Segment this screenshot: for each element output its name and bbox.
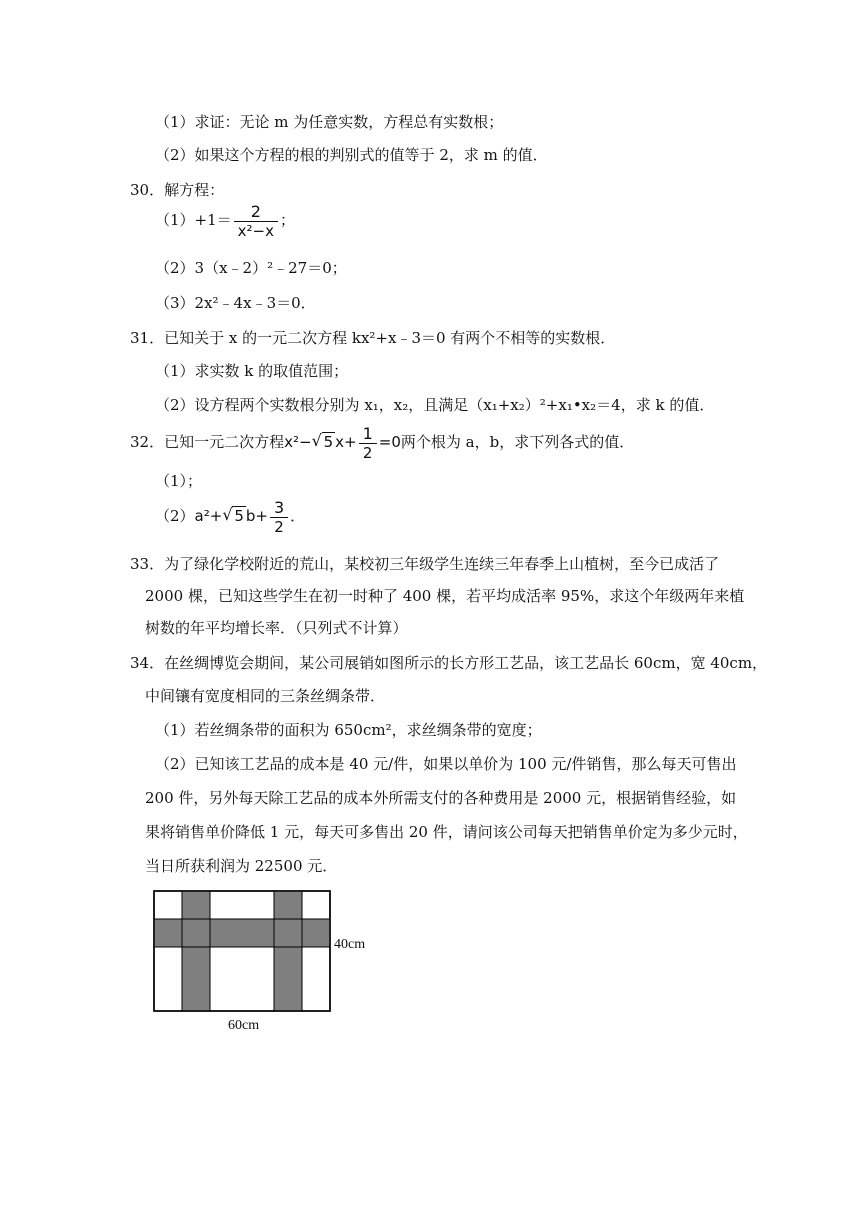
q32-equation-numerator: 1	[362, 423, 373, 443]
q32-prefix: 32．已知一元二次方程	[130, 433, 285, 451]
q34-line2: 中间镶有宽度相同的三条丝绸条带．	[145, 687, 386, 705]
q30-part2: （2）3（x﹣2）²﹣27＝0；	[155, 259, 347, 277]
q34-part2-line4: 当日所获利润为 22500 元．	[145, 857, 338, 875]
q32-equation-a: x²−	[284, 433, 312, 451]
q32-equation-denominator: 2	[359, 443, 377, 462]
q34-part2-line3: 果将销售单价降低 1 元，每天可多售出 20 件，请问该公司每天把销售单价定为多少元时，	[145, 823, 748, 841]
q34-part1: （1）若丝绸条带的面积为 650cm²，求丝绸条带的宽度；	[155, 721, 542, 739]
horizontal-silk-band	[154, 919, 330, 947]
q32-part1: （1）；	[155, 472, 203, 490]
q32-part2-numerator: 3	[273, 497, 285, 517]
q31-part1: （1）求实数 k 的取值范围；	[155, 362, 349, 380]
q32-part2-sqrt	[222, 498, 246, 534]
q32-equation-radicand: 5	[323, 433, 334, 451]
q34-part2-line1: （2）已知该工艺品的成本是 40 元/件，如果以单价为 100 元/件销售，那么每天可售出	[155, 755, 737, 773]
q32-part2-a: a²+	[194, 507, 223, 525]
q30-title: 30．解方程：	[130, 181, 225, 199]
q33-line2: 2000 棵，已知这些学生在初一时种了 400 棵，若平均成活率 95%，求这个年级两年来植	[145, 587, 745, 605]
q31-title: 31．已知关于 x 的一元二次方程 kx²+x﹣3＝0 有两个不相等的实数根．	[130, 329, 616, 347]
q31-part2: （2）设方程两个实数根分别为 x₁，x₂，且满足（x₁+x₂）²+x₁•x₂＝4，求 k 的值．	[155, 396, 715, 414]
q30-part1-numerator: 2	[250, 201, 261, 221]
q34-part2-line2: 200 件，另外每天除工艺品的成本外所需支付的各种费用是 2000 元，根据销售经验，如	[145, 789, 737, 807]
q32-title	[130, 424, 634, 462]
q32-part2-prefix: （2）	[155, 507, 195, 525]
q33-line3: 树数的年平均增长率．（只列式不计算）	[145, 619, 408, 637]
q32-suffix: 两个根为 a，b，求下列各式的值．	[400, 433, 635, 451]
vertical-silk-band-left	[182, 891, 210, 1011]
q32-part2-denominator: 2	[270, 517, 288, 536]
q29-part2: （2）如果这个方程的根的判别式的值等于 2，求 m 的值．	[155, 146, 548, 164]
q32-part2-fraction	[270, 499, 288, 536]
q33-line1: 33．为了绿化学校附近的荒山，某校初三年级学生连续三年春季上山植树，至今已成活了	[130, 555, 720, 573]
q30-part1-prefix: （1）+1＝	[155, 211, 232, 229]
q30-part1-fraction	[234, 203, 278, 240]
q30-part1-denominator: x²−x	[234, 221, 278, 240]
silk-craft-diagram	[150, 888, 390, 1033]
width-label: 60cm	[228, 1018, 260, 1033]
q30-part3: （3）2x²﹣4x﹣3＝0．	[155, 294, 316, 312]
q32-part2-radicand: 5	[234, 507, 244, 525]
silk-craft-figure	[150, 888, 390, 1033]
q32-equation-sqrt	[312, 424, 336, 460]
height-label: 40cm	[334, 937, 366, 952]
q32-equation-fraction	[359, 425, 377, 462]
q32-equation-b: x+	[335, 433, 357, 451]
q30-part1	[155, 202, 295, 240]
q32-equation-c: =0	[378, 433, 401, 451]
q32-part2-b: b+	[245, 507, 268, 525]
q32-part2	[155, 498, 305, 536]
q32-part2-suffix: ．	[290, 507, 306, 525]
q29-part1: （1）求证：无论 m 为任意实数，方程总有实数根；	[155, 113, 504, 131]
q34-line1: 34．在丝绸博览会期间，某公司展销如图所示的长方形工艺品，该工艺品长 60cm，宽 40cm，	[130, 654, 768, 672]
q30-part1-suffix: ；	[280, 211, 296, 229]
vertical-silk-band-right	[274, 891, 302, 1011]
craft-outline	[154, 891, 330, 1011]
